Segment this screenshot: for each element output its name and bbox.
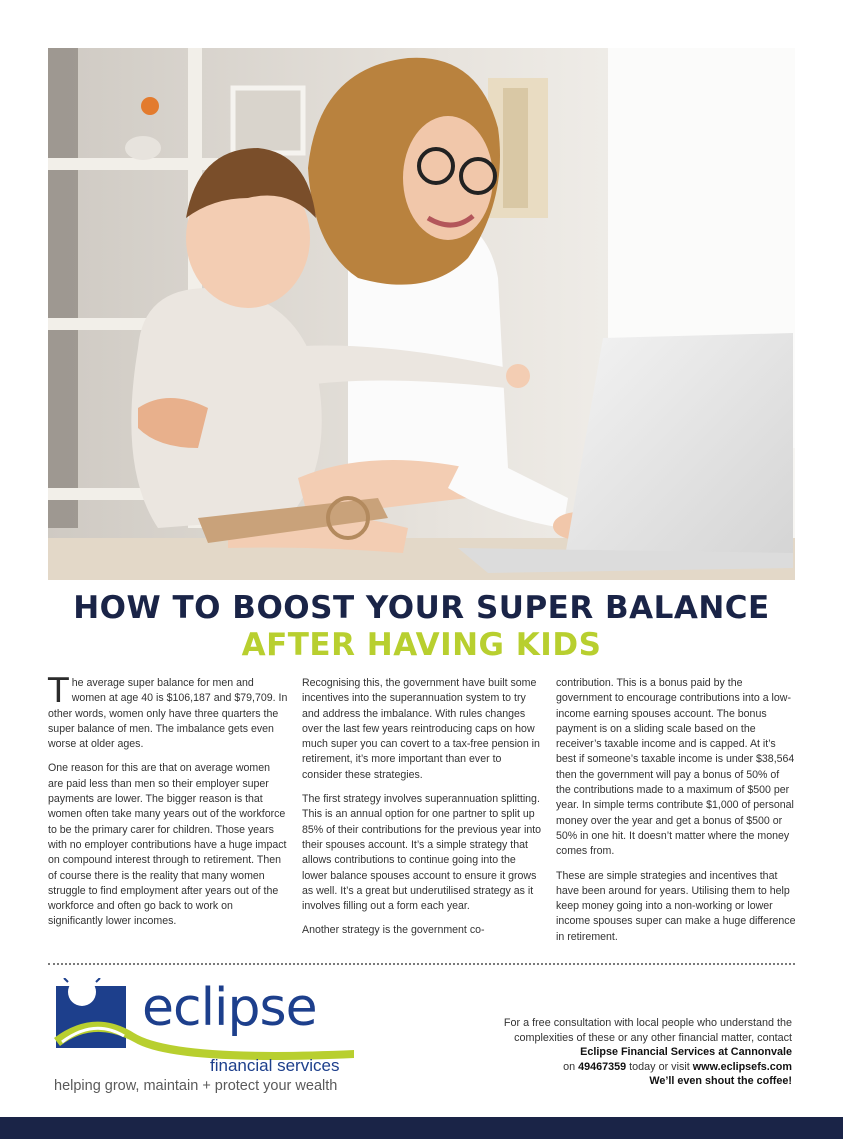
logo-wordmark: eclipse [142, 978, 317, 1038]
contact-line-2: complexities of these or any other financial matter, contact [514, 1031, 792, 1044]
hero-photo-illustration [48, 48, 795, 580]
article-column-2 [302, 676, 542, 948]
contact-phone[interactable]: 49467359 [578, 1060, 627, 1073]
article-column-1 [48, 671, 288, 939]
eclipse-logo [54, 978, 364, 1098]
article-column-3 [556, 676, 796, 954]
contact-line-1: For a free consultation with local people who understand the [503, 1017, 792, 1029]
contact-website-link[interactable]: www.eclipsefs.com [692, 1060, 792, 1073]
drop-cap: T [48, 671, 69, 711]
contact-mid: today or visit [626, 1060, 693, 1073]
dotted-divider [48, 963, 795, 965]
hero-photo [48, 48, 795, 580]
paragraph: These are simple strategies and incentives that have been around for years. Utilising them to help keep money going into a non-working or lower income spouses super can make a huge difference in retirement. [556, 869, 796, 943]
paragraph: contribution. This is a bonus paid by the government to encourage contributions into a low-income earning spouses account. The bonus payment is on a sliding scale based on the receiver’s taxable income and is capped. At it’s best if someone’s taxable income is under $38,564 then the government will pay a bonus of 50% of the contributions made to a maximum of $500 per year. In simple terms contribute $1,000 of personal money over the year and get a bonus of $500 or 50% in one hit. It doesn’t matter where the money comes from. [556, 677, 795, 858]
footer-bar [0, 1117, 843, 1139]
paragraph: The first strategy involves superannuation splitting. This is an annual option for one partner to split up 85% of their contributions for the previous year into their spouses account. It’s a simple strategy that allows contributions to continue going into the lower balance spouses account to ensure it grows as well. It’s a great but underutilised strategy as it involves filling out a form each year. [302, 793, 542, 913]
paragraph-text: he average super balance for men and women at age 40 is $106,187 and $79,709. In other words, women only have three quarters the super balance of men. The imbalance gets even worse at older ages. [48, 677, 288, 751]
contact-on: on [563, 1060, 579, 1073]
contact-line-4 [452, 1060, 792, 1075]
paragraph [48, 671, 288, 752]
paragraph: Recognising this, the government have built some incentives into the superannuation system to try and address the imbalance. With rules changes over the last few years reintroducing caps on how much super you can covert to a tax-free pension in retirement, it’s more important than ever to consider these strategies. [302, 677, 540, 781]
contact-block [452, 1016, 792, 1089]
headline-line-2: AFTER HAVING KIDS [241, 627, 602, 663]
logo-tagline: helping grow, maintain + protect your wealth [54, 1078, 338, 1094]
contact-closing: We’ll even shout the coffee! [649, 1075, 792, 1088]
paragraph: One reason for this are that on average women are paid less than men so their employer super payments are lower. The bigger reason is that women often take many years out of the workforce to be the primary carer for children. Those years with no employer contributions have a huge impact on compound interest through to retirement. Then of course there is the reality that many women struggle to find employment after years out of the workforce and often go back to work on significantly lower incomes. [48, 762, 287, 928]
headline-line-1: HOW TO BOOST YOUR SUPER BALANCE [73, 590, 770, 626]
paragraph: Another strategy is the government co- [302, 924, 485, 937]
contact-company: Eclipse Financial Services at Cannonvale [580, 1046, 792, 1059]
logo-subtitle: financial services [210, 1056, 340, 1075]
